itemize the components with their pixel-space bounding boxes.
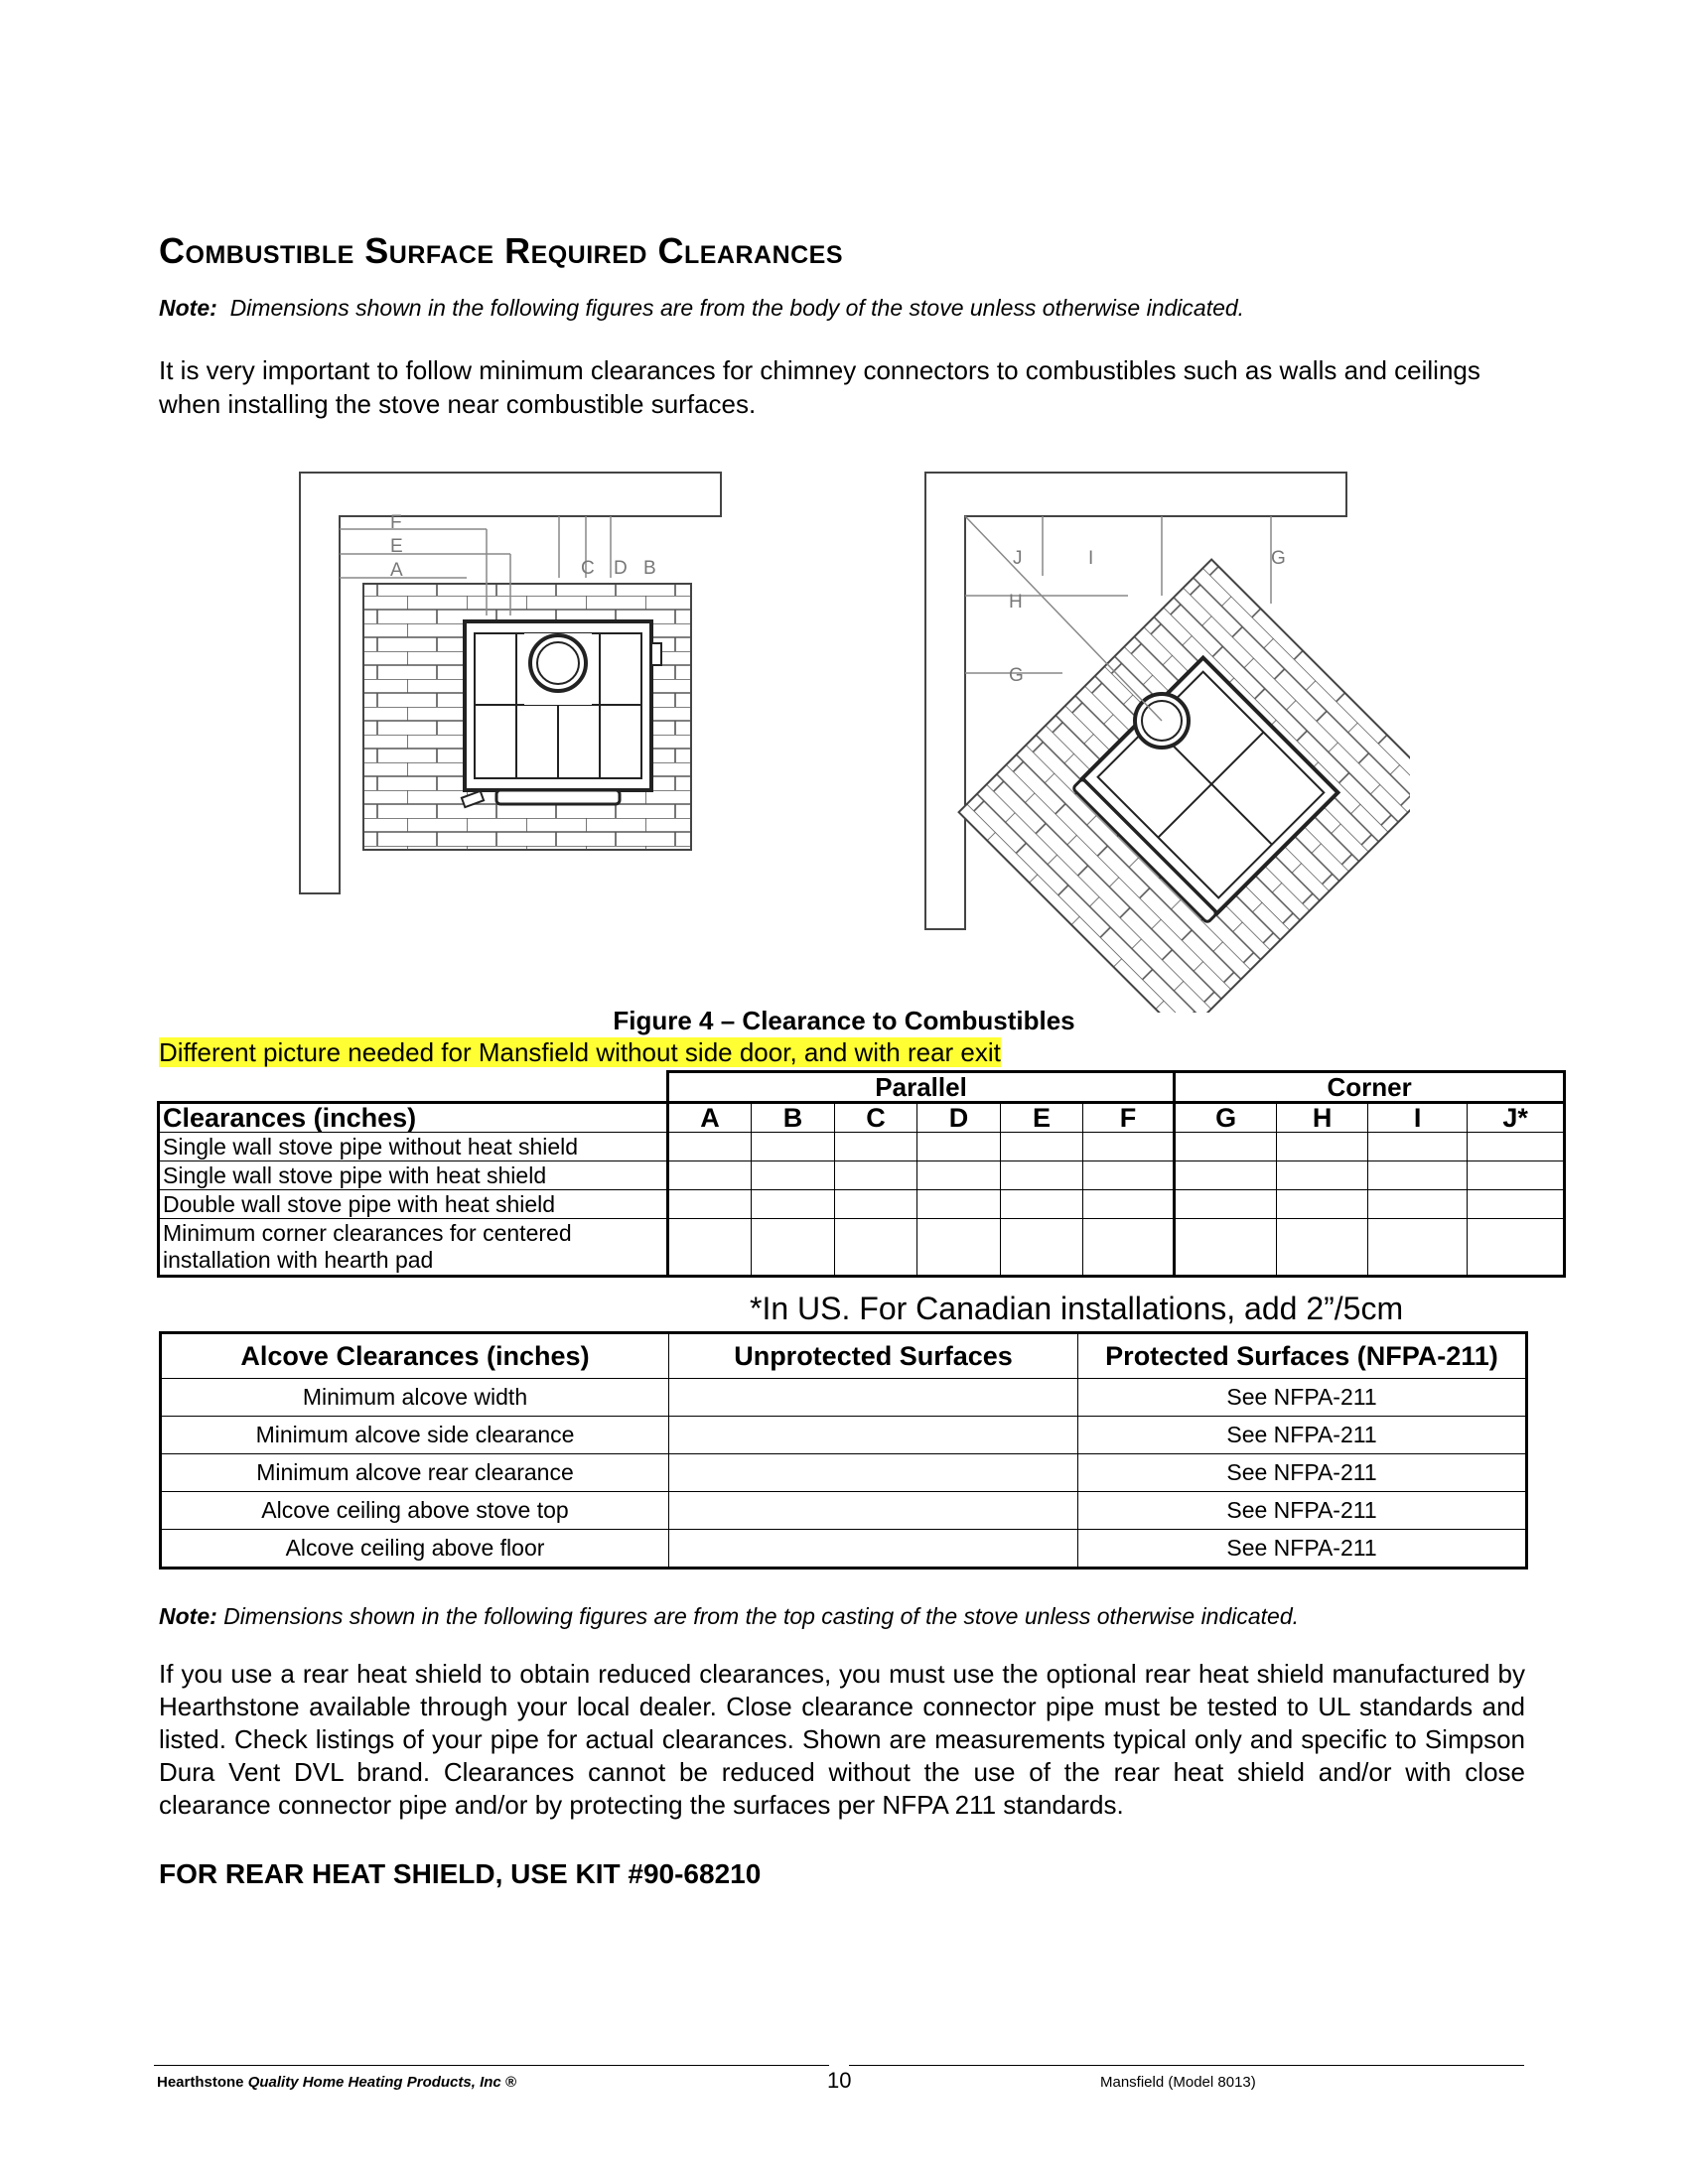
group-header-corner: Corner [1175, 1072, 1565, 1103]
col-header: B [752, 1103, 835, 1133]
note-text: Dimensions shown in the following figures are from the top casting of the stove unless otherwise indicated. [223, 1603, 1300, 1629]
label-D: D [614, 558, 628, 579]
table-row: Minimum alcove rear clearance See NFPA-211 [161, 1454, 1527, 1492]
table-row: Minimum alcove side clearance See NFPA-211 [161, 1417, 1527, 1454]
intro-paragraph: It is very important to follow minimum clearances for chimney connectors to combustibles such as walls and ceilings when installing the stove near combustible surfaces. [159, 355, 1480, 419]
label-E: E [390, 536, 403, 557]
row-label: Single wall stove pipe with heat shield [159, 1161, 668, 1190]
col-header: G [1175, 1103, 1277, 1133]
clearances-header: Clearances (inches) [159, 1103, 668, 1133]
note-top-casting [159, 1603, 1299, 1630]
col-header: J* [1468, 1103, 1565, 1133]
col-header: H [1277, 1103, 1368, 1133]
label-G-top: G [1271, 548, 1286, 569]
row-label: Single wall stove pipe without heat shield [159, 1133, 668, 1161]
corner-diagram [925, 473, 1410, 1013]
clearance-figure [288, 457, 1410, 1013]
col-header: C [835, 1103, 917, 1133]
table-row: Alcove ceiling above floor See NFPA-211 [161, 1530, 1527, 1569]
us-canada-note: *In US. For Canadian installations, add 2”/5cm [750, 1291, 1404, 1326]
clearance-table [157, 1070, 1566, 1278]
label-I: I [1088, 548, 1094, 569]
kit-instruction: FOR REAR HEAT SHIELD, USE KIT #90-68210 [159, 1858, 762, 1889]
label-C: C [581, 558, 595, 579]
label-H: H [1009, 592, 1023, 613]
label-A: A [390, 560, 403, 581]
label-J: J [1013, 548, 1023, 569]
table-row: Minimum alcove width See NFPA-211 [161, 1379, 1527, 1417]
note-body-dimensions [159, 295, 1244, 322]
table-row: Alcove ceiling above stove top See NFPA-211 [161, 1492, 1527, 1530]
footer-rule-right [849, 2065, 1524, 2066]
figure-caption: Figure 4 – Clearance to Combustibles [613, 1006, 1075, 1035]
col-header: F [1083, 1103, 1175, 1133]
footer-model: Mansfield (Model 8013) [1100, 2074, 1256, 2091]
parallel-diagram [300, 473, 721, 893]
note-label: Note: [159, 1603, 217, 1629]
label-B: B [643, 558, 656, 579]
note-text: Dimensions shown in the following figures are from the body of the stove unless otherwise indicated. [229, 295, 1245, 321]
footer-company: Hearthstone Quality Home Heating Products, Inc ® [157, 2074, 516, 2091]
page-title: Combustible Surface Required Clearances [159, 230, 844, 271]
protected-header: Protected Surfaces (NFPA-211) [1078, 1333, 1527, 1379]
heat-shield-paragraph: If you use a rear heat shield to obtain reduced clearances, you must use the optional rear heat shield manufactured by Hearthstone available through your local dealer. Close clearance connector pipe must be tested to UL standards and listed. Check listings of your pipe for actual clearances. Shown are measurements typical only and specific to Simpson Dura Vent DVL brand. Clearances cannot be reduced without the use of the rear heat shield and/or with close clearance connector pipe and/or by protecting the surfaces per NFPA 211 standards. [159, 1659, 1525, 1820]
col-header: E [1001, 1103, 1083, 1133]
row-label: Double wall stove pipe with heat shield [159, 1190, 668, 1219]
alcove-header: Alcove Clearances (inches) [161, 1333, 669, 1379]
row-label: Minimum corner clearances for centered installation with hearth pad [159, 1219, 668, 1277]
col-header: D [917, 1103, 1001, 1133]
label-F: F [390, 512, 402, 533]
label-G-side: G [1009, 665, 1024, 686]
alcove-table [159, 1331, 1528, 1570]
col-header: A [668, 1103, 752, 1133]
unprotected-header: Unprotected Surfaces [669, 1333, 1078, 1379]
footer-rule-left [154, 2065, 829, 2066]
highlighted-editor-note: Different picture needed for Mansfield without side door, and with rear exit [159, 1037, 1001, 1067]
note-label: Note: [159, 295, 217, 321]
page-number: 10 [827, 2068, 852, 2093]
col-header: I [1368, 1103, 1468, 1133]
group-header-parallel: Parallel [668, 1072, 1175, 1103]
